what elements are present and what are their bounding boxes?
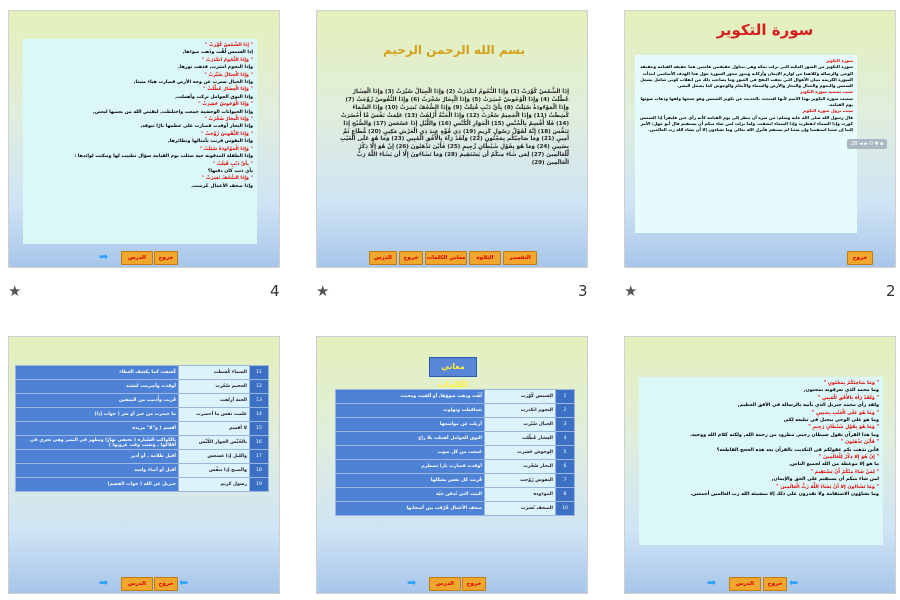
explanation-line: وإذا الطفلة المدفونة حية سئلت يوم القيامة سؤال تطييب لها وتبكيت لوائدها : [74, 154, 253, 160]
verse-line: " وَإِذَا الْجِبَالُ سُيِّرَتْ " [204, 72, 253, 78]
explanation-line: ولقد رأى محمد جبريل الذي يأتيه بالرسالة في الأفق العظيم, [737, 403, 879, 409]
lesson-button[interactable]: الدرس [369, 251, 397, 265]
word-meanings-slide-2[interactable] [8, 336, 280, 594]
table-row [16, 436, 269, 450]
slide-number: 2 [886, 282, 896, 300]
verse-number-cell: 18 [250, 464, 269, 478]
next-arrow-icon[interactable]: ➡ [99, 576, 109, 589]
verse-line: " وَإِذَا الْوُحُوشُ حُشِرَتْ " [198, 102, 253, 108]
verse-line: " وَإِذَا النُّجُومُ انكَدَرَتْ " [201, 57, 253, 63]
surah-title: سورة التكوير [716, 21, 814, 39]
verse-line: " وَإِذَا النُّفُوسُ زُوِّجَتْ " [201, 131, 253, 137]
verse-explanation-panel [639, 377, 883, 545]
intro-paragraph: سورة التكوير من السور المكية التي نزلت بمكة وهي تتناول حقيقتين هامتين هما حقيقة القيامة وحقيقة الوحي والرسالة وكلاهما من لوازم الإيمان وأركانه ويدور محور السورة حول هذا الهدف الأساسي ابتدأت السورة الكريمة ببيان الأهوال التي تعقب النفخ في الصور وما يصاحب ذلك من انقلاب كوني شامل يشمل الشمس والنجوم والجبال والبحار والأرض والسماء والأنعام والوحوش كما يشمل البشر. [640, 64, 853, 89]
prev-arrow-icon[interactable]: ⬅ [789, 576, 799, 589]
verse-line: " إِذَا الشَّمْسُ كُوِّرَتْ " [204, 43, 253, 48]
slide-thumbnail-3[interactable] [316, 10, 588, 268]
verse-number-cell: 16 [250, 436, 269, 450]
table-row [16, 394, 269, 408]
meaning-cell: أقسم ( و"لا" مزيدة [16, 422, 179, 436]
explanation-line: وإذا النفوس قرنت بأمثالها ونظائرها, [167, 139, 253, 145]
next-arrow-icon[interactable]: ➡ [99, 250, 109, 263]
verse-number-cell: 15 [250, 422, 269, 436]
lesson-button[interactable]: الدرس [121, 577, 153, 591]
explanation-line: وإذا النوق الحوامل تركت وأهملت, [175, 94, 253, 100]
meaning-cell: كُشفت كما يكشف الغطاء [16, 366, 179, 380]
meaning-cell: تساقطت وتهاوت [336, 404, 485, 418]
word-cell: النفوس زُوّجت [485, 474, 556, 488]
meaning-cell: أزيلت عن مواضعها [336, 418, 485, 432]
verse-number-cell: 1 [556, 390, 575, 404]
explanation-line: فأين تذهب بكم عقولكم في التكذيب بالقرآن بعد هذه الحجج القاطعة؟ [716, 447, 879, 453]
verse-number-cell: 12 [250, 380, 269, 394]
meaning-cell: صحف الأعمال فُرّقت بين أصحابها [336, 502, 485, 516]
next-arrow-icon[interactable]: ➡ [407, 576, 417, 589]
verse-number-cell: 10 [556, 502, 575, 516]
meaning-cell: بالكواكب السّيارة ( تختفي نهارًا وتظهر في البصر وهي تجري في أفلاكها , وتغيب وقت غروبها ) [16, 436, 179, 450]
slide-control-tooltip: 28 ◄ ► 0 ▼ ▪ [847, 139, 887, 149]
meaning-cell: البنت التي تُدفن حيّة [336, 488, 485, 502]
explanation-line: لمن شاء منكم أن يستقيم على الحق والإيمان, [771, 477, 879, 483]
meaning-cell: جبريل عن الله ( جواب القسم) [16, 478, 179, 492]
meaning-cell: جُمعت من كل صوب [336, 446, 485, 460]
table-row [336, 460, 575, 474]
exit-button[interactable]: خروج [763, 577, 787, 591]
word-cell: النجوم انكدرت [485, 404, 556, 418]
slide-thumbnail-2[interactable] [624, 10, 896, 268]
revelation-heading: سبب نزول سورة التكوير [802, 108, 853, 114]
verse-number-cell: 13 [250, 394, 269, 408]
verse-line: " وَمَا هُوَ بِقَوْلِ شَيْطَانٍ رَجِيمٍ " [808, 425, 879, 431]
word-cell: الموءودة [485, 488, 556, 502]
lesson-button[interactable]: الدرس [429, 577, 461, 591]
table-row [16, 408, 269, 422]
verse-number-cell: 7 [556, 474, 575, 488]
exit-button[interactable]: خروج [399, 251, 423, 265]
verse-line: " وَإِذَا الْمَوْءُودَةُ سُئِلَتْ " [199, 146, 253, 152]
meaning-cell: قُرنت كل نفس بشكلها [336, 474, 485, 488]
explanation-line: وإذا النجوم انتثرت, فذهب نورها, [178, 65, 253, 71]
table-row [16, 380, 269, 394]
surah-intro-panel [635, 55, 857, 233]
verse-number-cell: 14 [250, 408, 269, 422]
word-cell: الجنة أزلفت [179, 394, 250, 408]
word-cell: بالخُنّس الجوار الكُنّس [179, 436, 250, 450]
explanation-line: وإذا صحف الأعمال عُرضت, [191, 183, 253, 189]
word-cell: الشمس كُوّرت [485, 390, 556, 404]
word-cell: رسول كريم [179, 478, 250, 492]
explanation-line: وإذا البحار أوقدت فصارت على عظمها نارًا تتوقد, [140, 124, 253, 130]
word-meanings-table [335, 389, 575, 516]
table-row [336, 502, 575, 516]
meaning-cell: أوقدت وأضرمت لتشتد [16, 380, 179, 394]
verse-line: " وَمَا تَشَاءُونَ إِلا أَنْ يَشَاءَ اللَّهُ رَبُّ الْعَالَمِينَ " [776, 484, 879, 490]
basmala-title: بسم الله الرحمن الرحيم [382, 43, 526, 57]
verse-line: " لِمَنْ شَاءَ مِنْكُمْ أَنْ يَسْتَقِيمَ " [810, 469, 879, 475]
verse-number-cell: 2 [556, 404, 575, 418]
meaning-cell: أوقدت فصارت نارا تضطرم [336, 460, 485, 474]
exit-button[interactable]: خروج [847, 251, 873, 265]
slide-thumbnail-4[interactable] [8, 10, 280, 268]
intro-heading: سورة التكوير [825, 58, 853, 63]
verse-line: " وَمَا صَاحِبُكُمْ بِمَجْنُونٍ " [823, 381, 879, 386]
table-row [336, 390, 575, 404]
explanation-line: وما هذا القرآن بقول شيطان رجيم, مطرود من رحمة الله, ولكنه كلام الله ووحيه. [690, 432, 879, 438]
verse-line: " إِنْ هُوَ إِلا ذِكْرٌ لِلْعَالَمِينَ " [818, 455, 879, 461]
verse-number-cell: 19 [250, 478, 269, 492]
explanation-line: وما محمد الذي تعرفونه بمجنون, [803, 388, 879, 394]
slide-star-icon: ★ [624, 282, 638, 300]
table-row [16, 478, 269, 492]
word-cell: الوحوش حُشرت [485, 446, 556, 460]
prev-arrow-icon[interactable]: ⬅ [179, 576, 189, 589]
naming-paragraph: سميت سورة التكوير بهذا الاسم لأنها افتتحت بالحديث عن تكوير الشمس وهو جمعها ولفها وذهاب ضوئها يوم القيامة. [640, 95, 853, 108]
verse-line: " بِأَيِّ ذَنْبٍ قُتِلَتْ " [212, 161, 253, 167]
word-cell: البحار سُجّرت [485, 460, 556, 474]
table-row [16, 422, 269, 436]
word-meanings-slide-1[interactable] [316, 336, 588, 594]
verse-number-cell: 6 [556, 460, 575, 474]
word-cell: علمت نفس ما أحضرت [179, 408, 250, 422]
meaning-cell: ما حضرت من خير أو شر ( جواب إذا) [16, 408, 179, 422]
exit-button[interactable]: خروج [154, 251, 178, 265]
verse-explanation-slide[interactable] [624, 336, 896, 594]
recitation-button[interactable]: التلاوة [469, 251, 501, 265]
word-cell: والليل إذا عسعس [179, 450, 250, 464]
exit-button[interactable]: خروج [462, 577, 486, 591]
table-row [16, 366, 269, 380]
exit-button[interactable]: خروج [154, 577, 178, 591]
explanation-line: وما تشاؤون الاستقامة ولا تقدرون على ذلك إلا بمشيئة الله رب العالمين أجمعين. [690, 492, 879, 498]
table-row [336, 418, 575, 432]
revelation-paragraph: قال رسول الله صلى الله عليه وسلم: من سره أن ينظر إلى يوم القيامة كأنه رأي عين فليقرأ إذا الشمس كورت وإذا السماء انفطرت وإذا السماء انشقت. ولما نزلت لمن شاء منكم أن يستقيم قال أبو جهل: الأمر إلينا إن شئنا استقمنا وإن شئنا لم نستقم فأنزل الله تعالى وما تشاءون إلا أن يشاء الله رب العالمين. [640, 114, 853, 133]
slide-star-icon: ★ [8, 282, 22, 300]
verse-line: " فَأَيْنَ تَذْهَبُونَ " [840, 440, 879, 446]
word-cell: والصبح إذا تنفّس [179, 464, 250, 478]
word-cell: العِشار عُطّلت [485, 432, 556, 446]
explanation-line: ما هو إلا موعظة من الله لجميع الناس, [789, 462, 879, 468]
verse-line: " وَمَا هُوَ عَلَى الْغَيْبِ بِضَنِينٍ " [811, 410, 879, 416]
meaning-cell: قُربت وأُدنيت من المتقين [16, 394, 179, 408]
next-arrow-icon[interactable]: ➡ [707, 576, 717, 589]
verse-number-cell: 5 [556, 446, 575, 460]
word-cell: الجحيم سُعّرت [179, 380, 250, 394]
verse-line: " وَلَقَدْ رَآهُ بِالأُفُقِ الْمُبِينِ " [817, 395, 879, 401]
word-cell: الجبال سُيّرت [485, 418, 556, 432]
word-meanings-banner: معاني الكلمات [429, 357, 477, 377]
explanation-line: وإذا الحيوانات الوحشية جمعت واختلطت, ليقتص الله من بعضها لبعض, [92, 109, 253, 115]
word-meanings-button[interactable]: معاني الكلمات [425, 251, 467, 265]
verse-number-cell: 8 [556, 488, 575, 502]
tafsir-button[interactable]: التفسير [503, 251, 537, 265]
explanation-line: إذا الشمس لُفّت وذَهب ضوءها, [182, 50, 253, 56]
word-meanings-table [15, 365, 269, 492]
explanation-line: وما هو على الوحي ببخيل في تبليغه لكم, [783, 418, 879, 424]
word-cell: لا أقسم [179, 422, 250, 436]
verse-line: " وَإِذَا الْعِشَارُ عُطِّلَتْ " [203, 87, 253, 93]
verse-number-cell: 11 [250, 366, 269, 380]
table-row [336, 446, 575, 460]
meaning-cell: لُفّت وذهب ضوؤها, أو ألقيت ومحيت [336, 390, 485, 404]
verse-line: " وَإِذَا الْبِحَارُ سُجِّرَتْ " [204, 117, 253, 123]
meaning-cell: أقبل أو أضاء وامتد [16, 464, 179, 478]
word-cell: السماء كُشطت [179, 366, 250, 380]
table-row [336, 474, 575, 488]
verse-line: " وَإِذَا الصُّحُفُ نُشِرَتْ " [201, 176, 253, 182]
table-row [16, 464, 269, 478]
word-cell: الصحف نُشرت [485, 502, 556, 516]
verse-number-cell: 3 [556, 418, 575, 432]
table-row [336, 432, 575, 446]
meaning-cell: النوق الحوامل أهملت بلا راع [336, 432, 485, 446]
table-row [16, 450, 269, 464]
explanation-line: وإذا الجبال سيرت عن وجه الأرض فصارت هباء منبثا, [133, 80, 253, 86]
lesson-button[interactable]: الدرس [121, 251, 153, 265]
explanation-line: بأي ذنب كان دفنها؟ [207, 168, 253, 174]
slide-number: 3 [578, 282, 588, 300]
verse-explanation-panel [23, 39, 257, 244]
lesson-button[interactable]: الدرس [729, 577, 761, 591]
surah-verses-panel: إِذَا الشَّمْسُ كُوِّرَتْ (1) وَإِذَا النُّجُومُ انكَدَرَتْ (2) وَإِذَا الْجِبَالُ سُيِّرَتْ (3) وَإِذَا الْعِشَارُ عُطِّلَتْ (4) وَإِذَا الْوُحُوشُ حُشِرَتْ (5) وَإِذَا الْبِحَارُ سُجِّرَتْ (6) وَإِذَا النُّفُوسُ زُوِّجَتْ (7) وَإِذَا الْمَوْءُودَةُ سُئِلَتْ (8) بِأَيِّ ذَنْبٍ قُتِلَتْ (9) وَإِذَا الصُّحُفُ نُشِرَتْ (10) وَإِذَا السَّمَاءُ كُشِطَتْ (11) وَإِذَا الْجَحِيمُ سُعِّرَتْ (12) وَإِذَا الْجَنَّةُ أُزْلِفَتْ (13) عَلِمَتْ نَفْسٌ مَّا أَحْضَرَتْ (14) فَلَا أُقْسِمُ بِالْخُنَّسِ (15) الْجَوَارِ الْكُنَّسِ (16) وَاللَّيْلِ إِذَا عَسْعَسَ (17) وَالصُّبْحِ إِذَا تَنَفَّسَ (18) إِنَّهُ لَقَوْلُ رَسُولٍ كَرِيمٍ (19) ذِي قُوَّةٍ عِندَ ذِي الْعَرْشِ مَكِينٍ (20) مُّطَاعٍ ثَمَّ أَمِينٍ (21) وَمَا صَاحِبُكُم بِمَجْنُونٍ (22) وَلَقَدْ رَآهُ بِالْأُفُقِ الْمُبِينِ (23) وَمَا هُوَ عَلَى الْغَيْبِ بِضَنِينٍ (24) وَمَا هُوَ بِقَوْلِ شَيْطَانٍ رَّجِيمٍ (25) فَأَيْنَ تَذْهَبُونَ (26) إِنْ هُوَ إِلَّا ذِكْرٌ لِّلْعَالَمِينَ (27) لِمَن شَاءَ مِنكُمْ أَن يَسْتَقِيمَ (28) وَمَا تَشَاءُونَ إِلَّا أَن يَشَاءَ اللَّهُ رَبُّ الْعَالَمِينَ (29) [340, 89, 569, 167]
table-row [336, 488, 575, 502]
table-row [336, 404, 575, 418]
verse-number-cell: 4 [556, 432, 575, 446]
verse-number-cell: 17 [250, 450, 269, 464]
meaning-cell: أقبل ظلامه , أو أدبر [16, 450, 179, 464]
slide-number: 4 [270, 282, 280, 300]
slide-star-icon: ★ [316, 282, 330, 300]
naming-heading: سبب تسمية سورة التكوير [799, 89, 853, 95]
